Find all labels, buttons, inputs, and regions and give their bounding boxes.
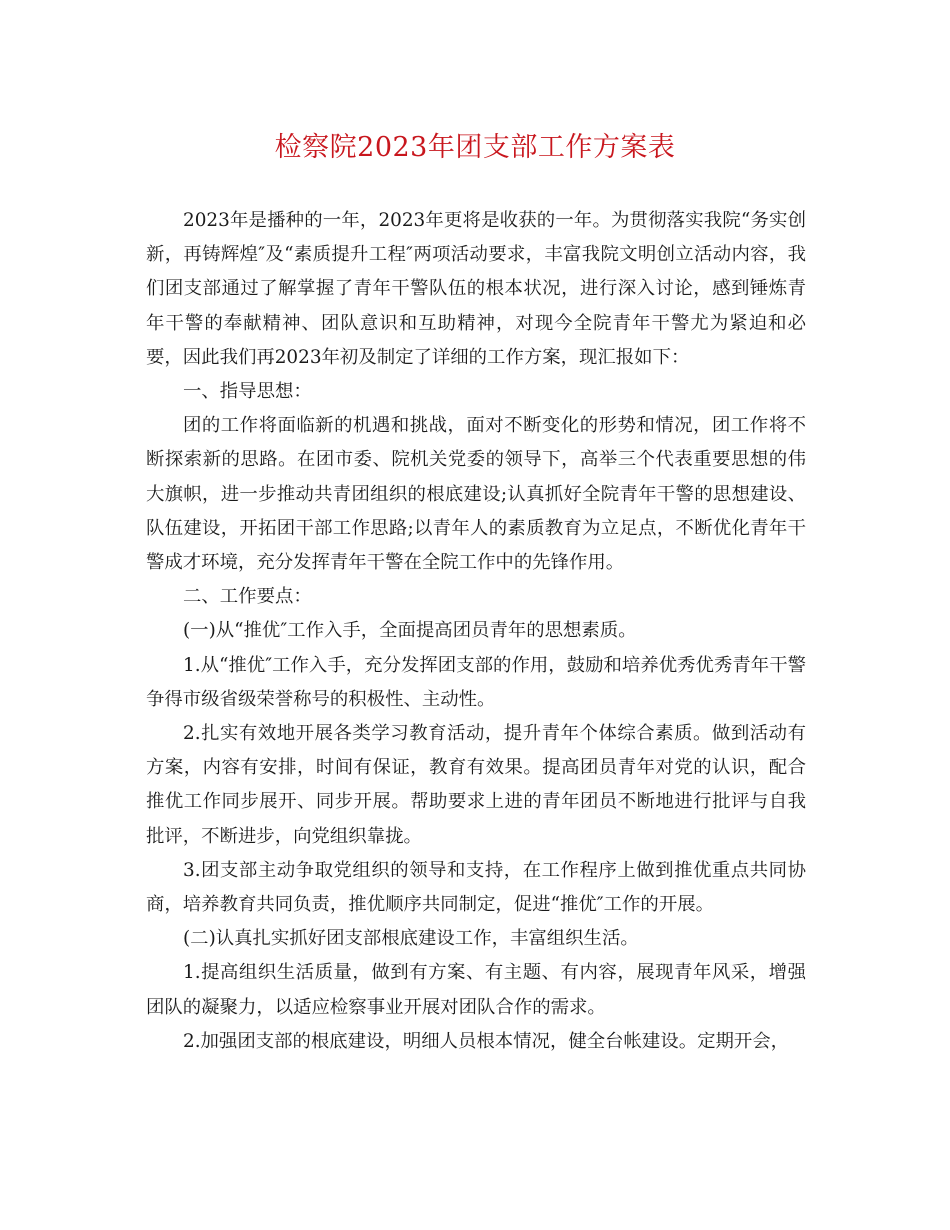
subsection-heading-2: (二)认真扎实抓好团支部根底建设工作，丰富组织生活。 (183, 928, 639, 950)
section-heading-guiding-ideology: 一、指导思想： (183, 381, 312, 403)
document-title: 检察院2023年团支部工作方案表 (274, 132, 676, 163)
intro-paragraph: 2023年是播种的一年，2023年更将是收获的一年。为贯彻落实我院“务实创新，再铸辉煌″及“素质提升工程″两项活动要求，丰富我院文明创立活动内容，我们团支部通过了解掌握了青年干警队伍的根本状况，进行深入讨论，感到锤炼青年干警的奉献精神、团队意识和互助精神，对现今全院青年干警尤为紧迫和必要，因此我们再2023年初及制定了详细的工作方案，现汇报如下： (146, 210, 806, 368)
list-item-1-1: 1.从“推优″工作入手，充分发挥团支部的作用，鼓励和培养优秀优秀青年干警争得市级省级荣誉称号的积极性、主动性。 (146, 654, 806, 710)
list-item-1-3: 3.团支部主动争取党组织的领导和支持，在工作程序上做到推优重点共同协商，培养教育共同负责，推优顺序共同制定，促进“推优″工作的开展。 (146, 859, 806, 916)
list-item-2-2: 2.加强团支部的根底建设，明细人员根本情况，健全台帐建设。定期开会， (183, 1030, 790, 1052)
guiding-ideology-paragraph: 团的工作将面临新的机遇和挑战，面对不断变化的形势和情况，团工作将不断探索新的思路。在团市委、院机关党委的领导下，高举三个代表重要思想的伟大旗帜，进一步推动共青团组织的根底建设;认真抓好全院青年干警的思想建设、队伍建设，开拓团干部工作思路;以青年人的素质教育为立足点，不断优化青年干警成才环境，充分发挥青年干警在全院工作中的先锋作用。 (146, 415, 806, 574)
subsection-heading-1: (一)从“推优″工作入手，全面提高团员青年的思想素质。 (183, 620, 637, 642)
list-item-1-2: 2.扎实有效地开展各类学习教育活动，提升青年个体综合素质。做到活动有方案，内容有安排，时间有保证，教育有效果。提高团员青年对党的认识，配合推优工作同步展开、同步开展。帮助要求上进的青年团员不断地进行批评与自我批评，不断进步，向党组织靠拢。 (146, 723, 806, 847)
list-item-2-1: 1.提高组织生活质量，做到有方案、有主题、有内容，展现青年风采，增强团队的凝聚力，以适应检察事业开展对团队合作的需求。 (146, 962, 806, 1018)
section-heading-work-points: 二、工作要点： (183, 586, 312, 608)
document-body (146, 204, 806, 1059)
